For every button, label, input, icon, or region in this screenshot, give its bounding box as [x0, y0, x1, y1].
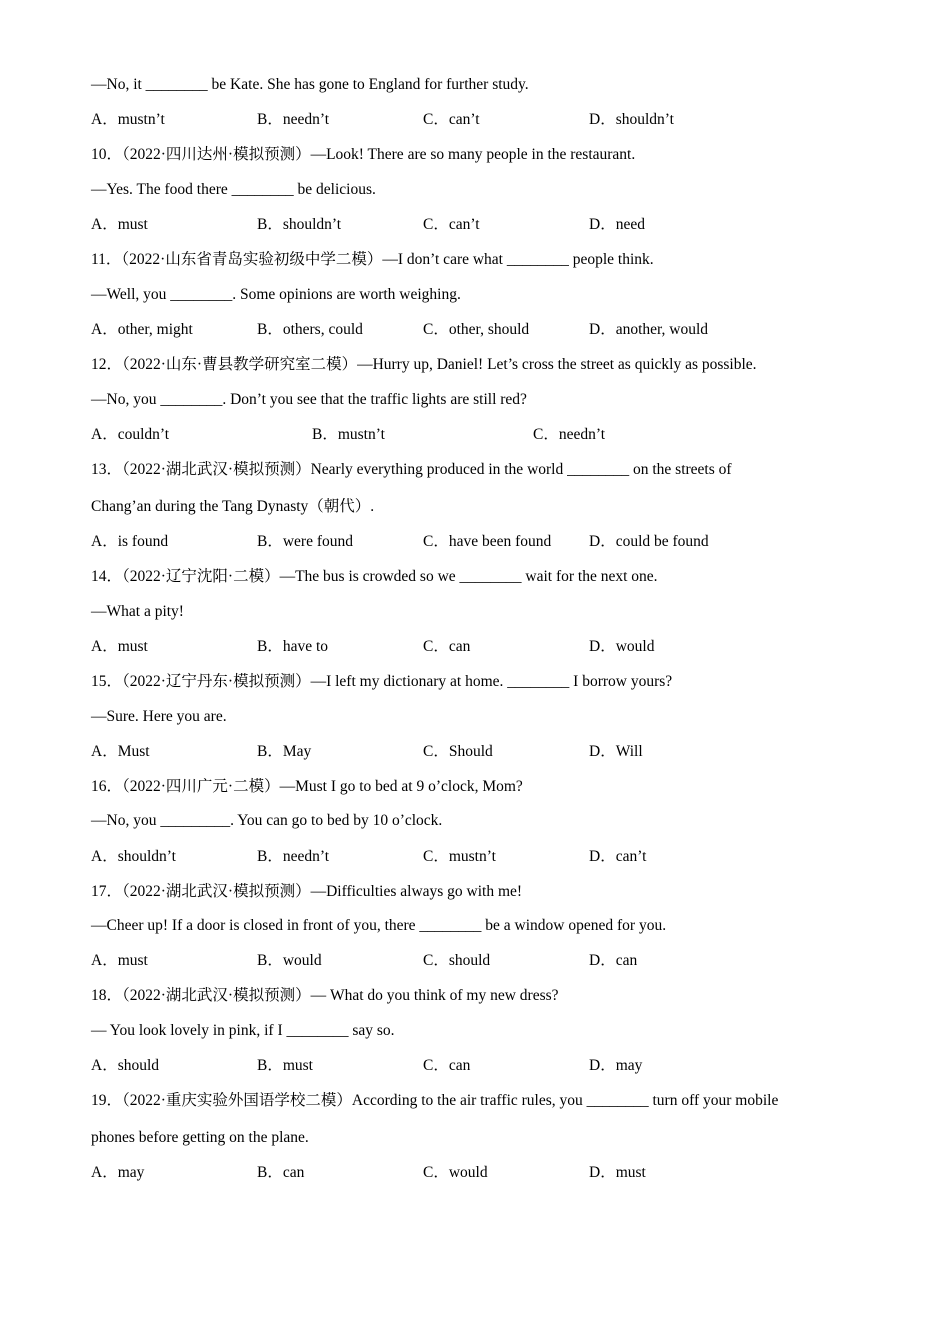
- q11-answer-line: —Well, you ________. Some opinions are worth weighing.: [91, 286, 461, 303]
- q11-option-a: A．other, might: [91, 321, 193, 338]
- q13-question-cont: Chang’an during the Tang Dynasty（朝代）.: [91, 498, 375, 515]
- q12-question: 12．（2022·山东·曹县教学研究室二模）—Hurry up, Daniel! Let’s cross the street as quickly as possible.: [91, 356, 757, 373]
- q10-option-a: A．must: [91, 216, 148, 233]
- q16-option-a: A．shouldn’t: [91, 848, 176, 865]
- q19-option-d: D．must: [589, 1164, 646, 1181]
- q11-question: 11．（2022·山东省青岛实验初级中学二模）—I don’t care what ________ people think.: [91, 251, 654, 268]
- q14-option-c: C．can: [423, 638, 471, 655]
- q10-question: 10．（2022·四川达州·模拟预测）—Look! There are so many people in the restaurant.: [91, 146, 636, 163]
- q18-option-c: C．can: [423, 1057, 471, 1074]
- q15-question: 15．（2022·辽宁丹东·模拟预测）—I left my dictionary at home. ________ I borrow yours?: [91, 673, 673, 690]
- q13-question: 13．（2022·湖北武汉·模拟预测）Nearly everything produced in the world ________ on the streets of: [91, 461, 732, 478]
- q18-option-b: B．must: [257, 1057, 313, 1074]
- q10-option-c: C．can’t: [423, 216, 480, 233]
- q19-option-b: B．can: [257, 1164, 305, 1181]
- q9-option-a: A．mustn’t: [91, 111, 165, 128]
- q14-question: 14．（2022·辽宁沈阳·二模）—The bus is crowded so we ________ wait for the next one.: [91, 568, 658, 585]
- q14-answer-line: —What a pity!: [91, 603, 184, 620]
- q17-option-d: D．can: [589, 952, 638, 969]
- q19-option-c: C．would: [423, 1164, 488, 1181]
- q15-option-d: D．Will: [589, 743, 643, 760]
- q14-option-b: B．have to: [257, 638, 329, 655]
- q13-option-b: B．were found: [257, 533, 353, 550]
- q9-answer-line: —No, it ________ be Kate. She has gone to England for further study.: [91, 76, 529, 93]
- q10-answer-line: —Yes. The food there ________ be delicious.: [91, 181, 376, 198]
- q15-option-b: B．May: [257, 743, 312, 760]
- q19-option-a: A．may: [91, 1164, 145, 1181]
- q9-option-d: D．shouldn’t: [589, 111, 674, 128]
- q15-option-c: C．Should: [423, 743, 493, 760]
- q17-option-b: B．would: [257, 952, 322, 969]
- q13-option-d: D．could be found: [589, 533, 709, 550]
- q9-option-b: B．needn’t: [257, 111, 330, 128]
- q11-option-d: D．another, would: [589, 321, 709, 338]
- q17-option-c: C．should: [423, 952, 491, 969]
- q18-option-d: D．may: [589, 1057, 643, 1074]
- q12-option-b: B．mustn’t: [312, 426, 385, 443]
- q9-option-c: C．can’t: [423, 111, 480, 128]
- q17-option-a: A．must: [91, 952, 148, 969]
- q10-option-b: B．shouldn’t: [257, 216, 342, 233]
- q12-option-c: C．needn’t: [533, 426, 606, 443]
- q11-option-c: C．other, should: [423, 321, 530, 338]
- q19-question: 19．（2022·重庆实验外国语学校二模）According to the air traffic rules, you ________ turn off your mobile: [91, 1092, 779, 1109]
- q18-answer-line: — You look lovely in pink, if I ________ say so.: [91, 1022, 395, 1039]
- q16-option-b: B．needn’t: [257, 848, 330, 865]
- q16-question: 16．（2022·四川广元·二模）—Must I go to bed at 9 o’clock, Mom?: [91, 778, 523, 795]
- q11-option-b: B．others, could: [257, 321, 363, 338]
- q17-answer-line: —Cheer up! If a door is closed in front of you, there ________ be a window opened for you.: [91, 917, 667, 934]
- q16-answer-line: —No, you _________. You can go to bed by 10 o’clock.: [91, 812, 443, 829]
- q18-option-a: A．should: [91, 1057, 160, 1074]
- q14-option-a: A．must: [91, 638, 148, 655]
- q17-question: 17．（2022·湖北武汉·模拟预测）—Difficulties always go with me!: [91, 883, 523, 900]
- q19-question-cont: phones before getting on the plane.: [91, 1129, 309, 1146]
- q16-option-d: D．can’t: [589, 848, 647, 865]
- q15-answer-line: —Sure. Here you are.: [91, 708, 227, 725]
- q10-option-d: D．need: [589, 216, 645, 233]
- q14-option-d: D．would: [589, 638, 655, 655]
- q16-option-c: C．mustn’t: [423, 848, 496, 865]
- q13-option-a: A．is found: [91, 533, 169, 550]
- q18-question: 18．（2022·湖北武汉·模拟预测）— What do you think of my new dress?: [91, 987, 559, 1004]
- q12-answer-line: —No, you ________. Don’t you see that the traffic lights are still red?: [91, 391, 527, 408]
- q13-option-c: C．have been found: [423, 533, 552, 550]
- q15-option-a: A．Must: [91, 743, 150, 760]
- q12-option-a: A．couldn’t: [91, 426, 170, 443]
